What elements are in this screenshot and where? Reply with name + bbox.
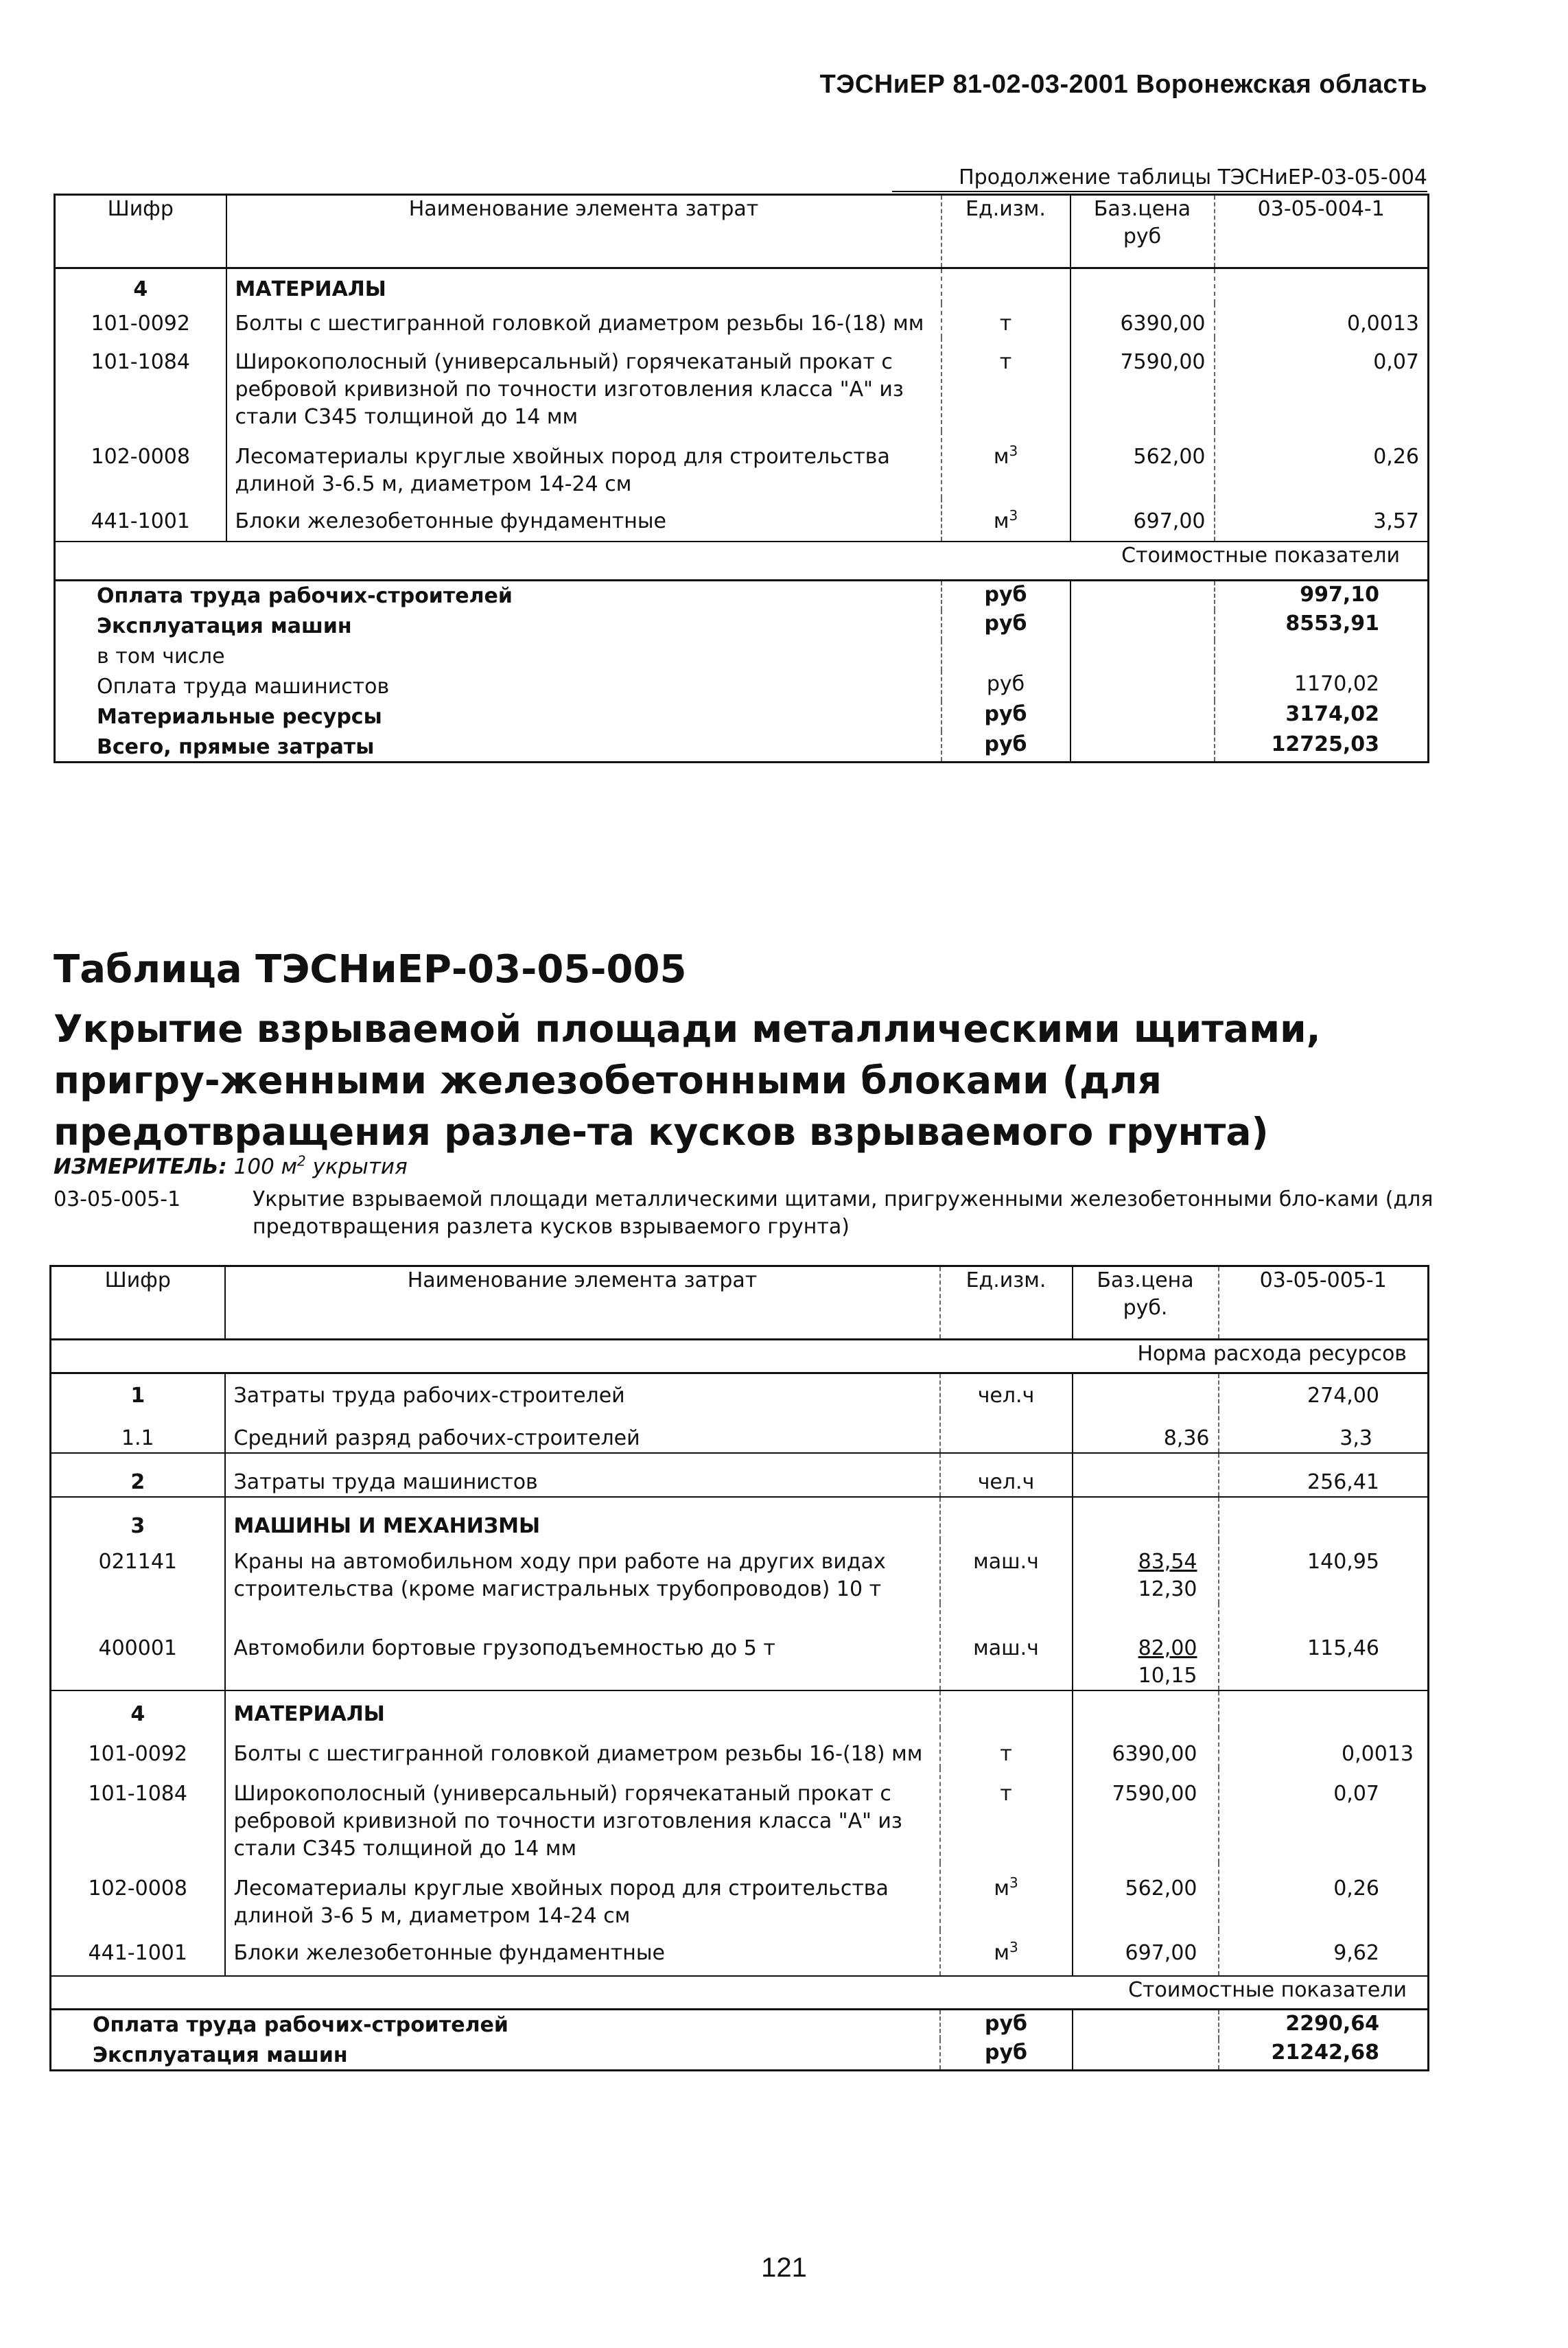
- cost-heading-row: [55, 542, 1429, 581]
- table-row: [55, 303, 1429, 338]
- table-title: Таблица ТЭСНиЕР-03-05-005: [54, 947, 687, 992]
- table-row: [51, 1728, 1429, 1768]
- summary-label: Оплата труда рабочих-строителей: [97, 584, 513, 608]
- row-unit: $м^3$: [941, 498, 1070, 542]
- row-code: 101-1084: [91, 350, 190, 374]
- section-title: МАШИНЫ И МЕХАНИЗМЫ: [225, 1497, 940, 1540]
- row-value: 0,0013: [1219, 1728, 1429, 1768]
- meter-label: ИЗМЕРИТЕЛЬ:: [54, 1154, 227, 1179]
- row-code: 441-1001: [91, 509, 190, 533]
- row-code: 400001: [98, 1636, 178, 1660]
- column-header-price: Баз.цена руб: [1070, 195, 1215, 268]
- table-header-row: [51, 1266, 1429, 1340]
- section-number: 4: [51, 1690, 225, 1728]
- row-price: 562,00: [1073, 1863, 1219, 1930]
- meter-value: 100 м: [233, 1154, 298, 1179]
- row-code: 1.1: [121, 1426, 154, 1450]
- row-unit: $м^3$: [941, 431, 1070, 498]
- column-header-unit: Ед.изм.: [940, 1266, 1073, 1340]
- summary-value: 12725,03: [1215, 731, 1429, 763]
- summary-label: Эксплуатация машин: [51, 2039, 940, 2071]
- row-value: 3,3: [1219, 1410, 1429, 1453]
- row-code: 102-0008: [91, 445, 190, 469]
- row-code: 441-1001: [88, 1941, 187, 1965]
- row-name: Автомобили бортовые грузоподъемностью до 5 т: [225, 1603, 940, 1690]
- section-number: 4: [133, 277, 148, 301]
- price-underlined: 82,00: [1138, 1636, 1197, 1660]
- row-price: [1073, 1603, 1219, 1690]
- cost-heading-row: [51, 1976, 1429, 2010]
- price-wages: 12,30: [1138, 1577, 1197, 1601]
- row-value: 140,95: [1219, 1540, 1429, 1603]
- table-row: [51, 1603, 1429, 1690]
- table-row: [51, 1373, 1429, 1410]
- summary-unit: руб: [941, 610, 1070, 640]
- summary-value: 21242,68: [1219, 2039, 1429, 2071]
- summary-value: 3174,02: [1215, 701, 1429, 731]
- row-price: 697,00: [1070, 498, 1215, 542]
- summary-row: [55, 610, 1429, 640]
- summary-value: 2290,64: [1219, 2010, 1429, 2040]
- column-header-name: Наименование элемента затрат: [225, 1266, 940, 1340]
- row-name: Лесоматериалы круглые хвойных пород для строительства длиной 3-6.5 м, диаметром 14-24 см: [226, 431, 941, 498]
- column-header-norm: 03-05-004-1: [1215, 195, 1429, 268]
- row-unit: т: [941, 338, 1070, 431]
- row-unit: [940, 1410, 1073, 1453]
- row-name: Блоки железобетонные фундаментные: [226, 498, 941, 542]
- norm-heading-row: [51, 1340, 1429, 1373]
- summary-unit: [941, 640, 1070, 671]
- column-header-name: Наименование элемента затрат: [226, 195, 941, 268]
- summary-label: в том числе: [97, 644, 225, 669]
- row-unit: $м^3$: [940, 1863, 1073, 1930]
- row-name: Блоки железобетонные фундаментные: [225, 1930, 940, 1976]
- row-value: 274,00: [1219, 1373, 1429, 1410]
- summary-value: [1215, 640, 1429, 671]
- section-title: МАТЕРИАЛЫ: [225, 1690, 940, 1728]
- row-value: 115,46: [1219, 1603, 1429, 1690]
- row-name: Затраты труда рабочих-строителей: [225, 1373, 940, 1410]
- summary-unit: руб: [940, 2010, 1073, 2040]
- row-price: [1073, 1373, 1219, 1410]
- summary-value: 997,10: [1215, 581, 1429, 611]
- table-row: [51, 1768, 1429, 1863]
- table-header-row: [55, 195, 1429, 268]
- row-code: 021141: [98, 1550, 178, 1574]
- norm-heading: Норма расхода ресурсов: [51, 1340, 1429, 1373]
- norm-code: 03-05-005-1: [54, 1187, 181, 1211]
- row-name: Средний разряд рабочих-строителей: [225, 1410, 940, 1453]
- row-price: 7590,00: [1070, 338, 1215, 431]
- table-subtitle: Укрытие взрываемой площади металлическими щитами, пригру-женными железобетонными блоками (для предотвращения разле-та кусков взрываемого грунта): [54, 1007, 1321, 1154]
- row-value: 9,62: [1219, 1930, 1429, 1976]
- cost-heading: Стоимостные показатели: [51, 1976, 1429, 2010]
- row-value: 0,26: [1219, 1863, 1429, 1930]
- row-price: 7590,00: [1073, 1768, 1219, 1863]
- row-price: [1073, 1453, 1219, 1497]
- page-number: 121: [761, 2253, 807, 2283]
- summary-value: 1170,02: [1215, 671, 1429, 701]
- table-row: [51, 1453, 1429, 1497]
- section-title: МАТЕРИАЛЫ: [226, 268, 941, 304]
- row-value: 0,07: [1215, 338, 1429, 431]
- summary-label: Оплата труда машинистов: [97, 675, 390, 699]
- row-price: [1073, 1540, 1219, 1603]
- table-continuation-caption: Продолжение таблицы ТЭСНиЕР-03-05-004: [892, 165, 1427, 192]
- row-value: 0,0013: [1215, 303, 1429, 338]
- resource-table-03-05-004: [54, 194, 1429, 763]
- row-code: 1: [130, 1384, 145, 1408]
- section-row-materials: [55, 268, 1429, 304]
- summary-label: Всего, прямые затраты: [55, 731, 941, 763]
- row-code: 2: [51, 1453, 225, 1497]
- table-row: [51, 1930, 1429, 1976]
- row-name: Затраты труда машинистов: [225, 1453, 940, 1497]
- table-row: [55, 431, 1429, 498]
- row-name: Краны на автомобильном ходу при работе на других видах строительства (кроме магистральных трубопроводов) 10 т: [225, 1540, 940, 1603]
- row-unit: т: [941, 303, 1070, 338]
- row-unit: т: [940, 1728, 1073, 1768]
- row-name: Болты с шестигранной головкой диаметром резьбы 16-(18) мм: [225, 1728, 940, 1768]
- section-row-machines: [51, 1497, 1429, 1540]
- summary-row: [55, 671, 1429, 701]
- summary-unit: руб: [940, 2039, 1073, 2071]
- row-code: 101-1084: [88, 1782, 187, 1806]
- row-unit: маш.ч: [940, 1603, 1073, 1690]
- summary-unit: руб: [941, 731, 1070, 763]
- price-underlined: 83,54: [1138, 1550, 1197, 1574]
- summary-row: [55, 731, 1429, 763]
- row-price: 562,00: [1070, 431, 1215, 498]
- running-header: ТЭСНиЕР 81-02-03-2001 Воронежская область: [819, 70, 1427, 99]
- meter-sup: 2: [297, 1152, 306, 1170]
- meter-suffix: укрытия: [312, 1154, 408, 1179]
- row-unit: чел.ч: [940, 1453, 1073, 1497]
- row-unit: т: [940, 1768, 1073, 1863]
- summary-value: 8553,91: [1215, 610, 1429, 640]
- summary-unit: руб: [941, 701, 1070, 731]
- table-row: [55, 498, 1429, 542]
- row-name: Широкополосный (универсальный) горячекатаный прокат с ребровой кривизной по точности изготовления класса "А" из стали С345 толщиной до 14 мм: [225, 1768, 940, 1863]
- norm-description: Укрытие взрываемой площади металлическими щитами, пригруженными железобетонными бло-ками (для предотвращения разлета кусков взрываемого грунта): [253, 1187, 1434, 1239]
- cost-heading: Стоимостные показатели: [55, 542, 1429, 581]
- row-code: 102-0008: [88, 1876, 187, 1901]
- summary-label: Эксплуатация машин: [97, 614, 352, 638]
- column-header-code: Шифр: [51, 1266, 225, 1340]
- row-unit: чел.ч: [940, 1373, 1073, 1410]
- section-row-materials: [51, 1690, 1429, 1728]
- resource-table-03-05-005: [49, 1265, 1429, 2071]
- row-unit: $м^3$: [940, 1930, 1073, 1976]
- summary-row: [55, 640, 1429, 671]
- measurement-unit: [54, 1154, 408, 1179]
- row-code: 101-0092: [88, 1742, 187, 1766]
- section-number: 3: [51, 1497, 225, 1540]
- column-header-unit: Ед.изм.: [941, 195, 1070, 268]
- table-row: [51, 1863, 1429, 1930]
- summary-label: Материальные ресурсы: [97, 705, 382, 729]
- table-row: [55, 338, 1429, 431]
- table-row: [51, 1540, 1429, 1603]
- row-name: Болты с шестигранной головкой диаметром резьбы 16-(18) мм: [226, 303, 941, 338]
- row-code: 101-0092: [91, 312, 190, 336]
- row-price: 6390,00: [1070, 303, 1215, 338]
- table-row: [51, 1410, 1429, 1453]
- row-price: 6390,00: [1073, 1728, 1219, 1768]
- price-wages: 10,15: [1138, 1664, 1197, 1688]
- summary-row: [51, 2039, 1429, 2071]
- summary-row: [51, 2010, 1429, 2040]
- summary-label: Оплата труда рабочих-строителей: [93, 2013, 508, 2037]
- column-header-price: Баз.цена руб.: [1073, 1266, 1219, 1340]
- summary-row: [55, 581, 1429, 611]
- summary-unit: руб: [941, 581, 1070, 611]
- row-unit: маш.ч: [940, 1540, 1073, 1603]
- row-price: 697,00: [1073, 1930, 1219, 1976]
- row-value: 0,26: [1215, 431, 1429, 498]
- summary-unit: руб: [941, 671, 1070, 701]
- row-name: Широкополосный (универсальный) горячекатаный прокат с ребровой кривизной по точности изготовления класса "А" из стали С345 толщиной до 14 мм: [226, 338, 941, 431]
- row-price: 8,36: [1073, 1410, 1219, 1453]
- row-value: 256,41: [1219, 1453, 1429, 1497]
- row-value: 3,57: [1215, 498, 1429, 542]
- column-header-code: Шифр: [55, 195, 226, 268]
- row-value: 0,07: [1219, 1768, 1429, 1863]
- summary-row: [55, 701, 1429, 731]
- column-header-norm: 03-05-005-1: [1219, 1266, 1429, 1340]
- row-name: Лесоматериалы круглые хвойных пород для строительства длиной 3-6 5 м, диаметром 14-24 см: [225, 1863, 940, 1930]
